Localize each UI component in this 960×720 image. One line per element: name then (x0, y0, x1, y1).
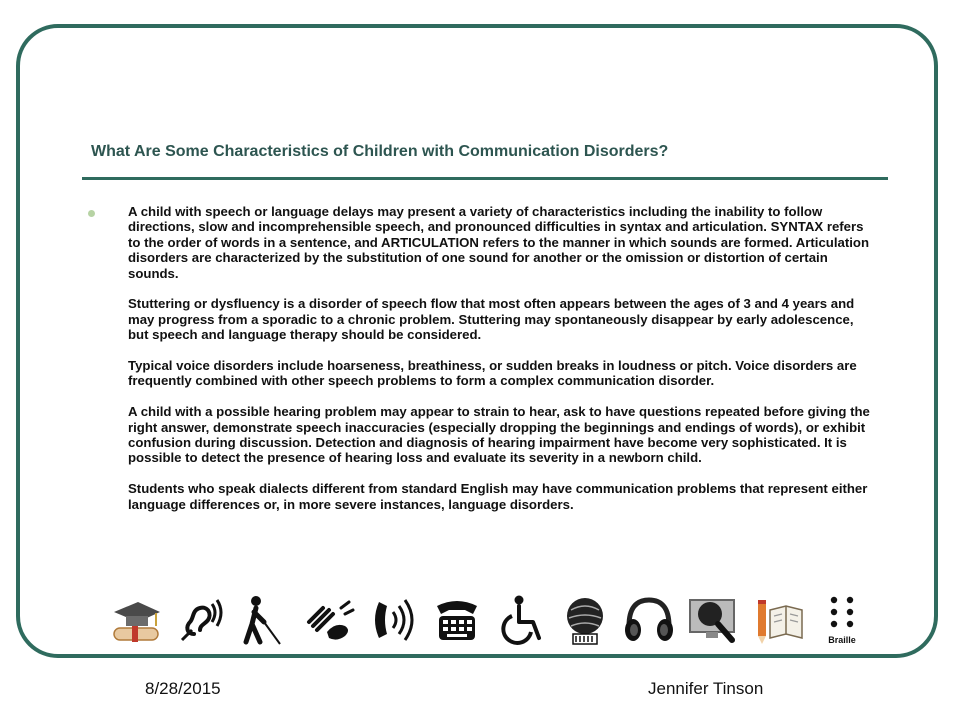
graduation-diploma-icon (108, 592, 164, 648)
footer-date: 8/28/2015 (145, 679, 221, 698)
footer-author: Jennifer Tinson (648, 679, 764, 698)
paragraph-hearing: A child with a possible hearing problem may appear to strain to hear, ask to have questions repeated before giving the right answer, demonstrate speech inaccuracies (especially dropping the beginnings and endings of words), or exhibit confusion during discussion. Detection and diagnosis of hearing impairment have become very sophisticated. It is possible to detect the presence of hearing loss and evaluate its severity in a newborn child. (128, 404, 870, 466)
paragraph-stuttering: Stuttering or dysfluency is a disorder of speech flow that most often appears between the ages of 3 and 4 years and may progress from a sporadic to a chronic problem. Stuttering may spontaneously disappear by early adolescence, but speech and language therapy should be considered. (128, 296, 855, 343)
tty-icon (429, 592, 485, 648)
slide-title: What Are Some Characteristics of Children with Communication Disorders? (91, 143, 669, 160)
paragraph-dialects: Students who speak dialects different from standard English may have communication problems that represent either language differences or, in more severe instances, language disorders. (128, 481, 868, 512)
sign-language-icon (301, 592, 357, 648)
paragraph-voice-disorders: Typical voice disorders include hoarseness, breathiness, or sudden breaks in loudness or pitch. Voice disorders are frequently combined with other speech problems to form a complex communication disorder. (128, 358, 857, 389)
wheelchair-icon (493, 592, 549, 648)
magnifier-monitor-icon (686, 592, 742, 648)
bullet-body (128, 204, 873, 512)
accessibility-icon-bar (108, 590, 870, 650)
pencil-book-icon (750, 592, 806, 648)
braille-icon (814, 592, 870, 648)
volume-phone-icon (365, 592, 421, 648)
bullet-dot (88, 210, 95, 217)
headphones-icon (621, 592, 677, 648)
blind-cane-icon (236, 592, 292, 648)
paragraph-speech-delays: A child with speech or language delays may present a variety of characteristics including the inability to follow directions, slow and incomprehensible speech, and pronounced difficulties in syntax and articulation. SYNTAX refers to the order of words in a sentence, and ARTICULATION refers to the manner in which sounds are formed. Articulation disorders are characterized by the substitution of one sound for another or the omission or distortion of certain sounds. (128, 204, 870, 281)
braille-label: Braille (828, 635, 856, 645)
audio-description-icon (557, 592, 613, 648)
title-underline (82, 177, 888, 180)
hearing-assistance-icon (172, 592, 228, 648)
